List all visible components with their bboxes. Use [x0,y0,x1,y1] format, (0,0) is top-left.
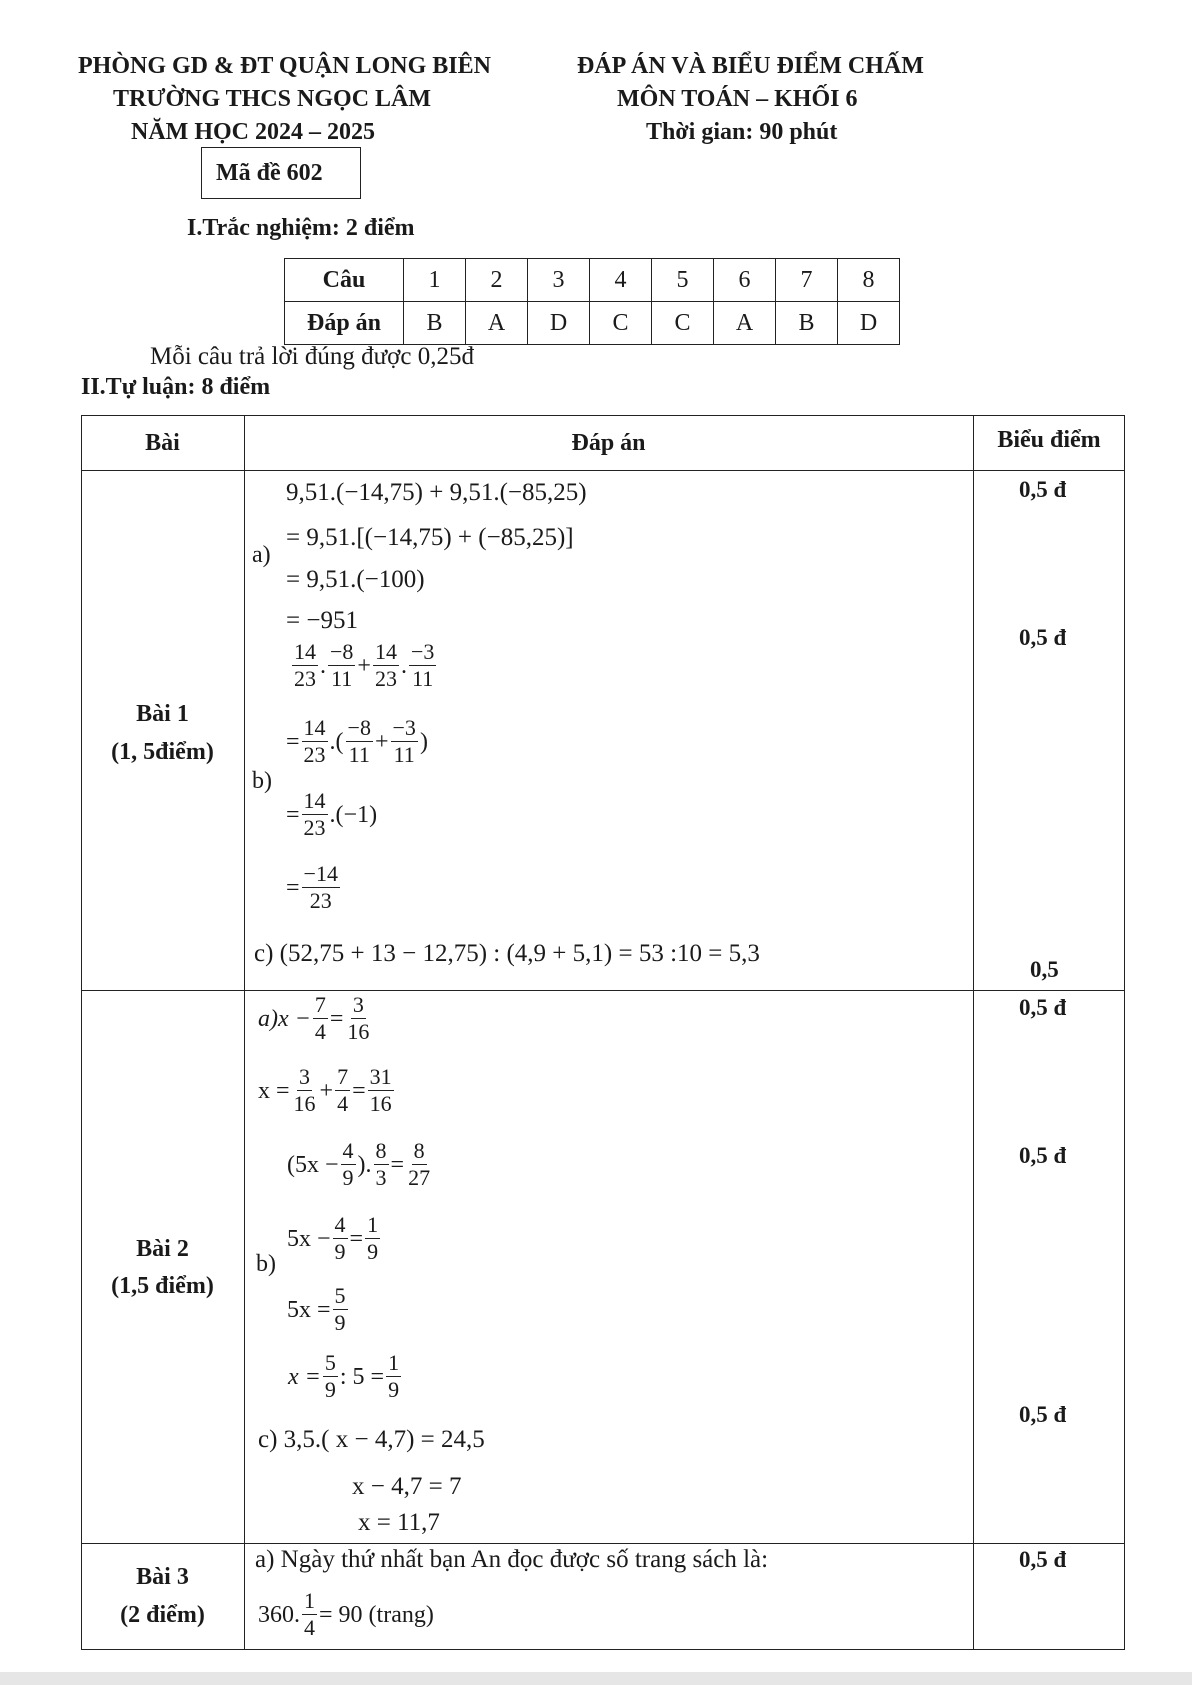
bai3-a-line2: 360. $\frac{1}{4}$ = 90 (trang) [258,1588,434,1640]
multiple-choice-answer-table [284,258,900,345]
bai2-c-line1: c) 3,5.( x − 4,7) = 24,5 [258,1426,485,1453]
bai2-c-line3: x = 11,7 [358,1509,440,1536]
divider [81,990,1125,991]
bai2-points: (1,5 điểm) [111,1273,214,1299]
bai1-b-label: b) [252,768,272,794]
divider [244,415,245,1650]
fraction: $\frac{3}{16}$ [293,1064,316,1116]
question-number: 4 [590,259,652,302]
question-row [285,259,900,302]
fraction: $\frac{7}{4}$ [314,992,326,1044]
bai2-score-c: 0,5 đ [1019,1402,1067,1427]
fraction: $\frac{-8}{11}$ [347,715,371,767]
fraction: $\frac{3}{16}$ [347,992,370,1044]
fraction: $\frac{5}{9}$ [324,1350,336,1402]
question-number: 6 [714,259,776,302]
bai1-a-line4: = −951 [286,607,358,634]
part2-title: II.Tự luận: 8 điểm [81,374,271,400]
bai1-label: Bài 1 [136,701,189,727]
question-number: 1 [404,259,466,302]
fraction: $\frac{1}{9}$ [367,1212,379,1264]
bai2-c-line2: x − 4,7 = 7 [352,1473,462,1500]
fraction: $\frac{14}{23}$ [294,639,316,691]
subject-title: MÔN TOÁN – KHỐI 6 [617,86,858,112]
divider [973,415,974,1650]
answer-cell: C [590,302,652,345]
fraction: $\frac{-3}{11}$ [410,639,435,691]
essay-answer-table [81,415,1125,1650]
fraction: $\frac{-8}{11}$ [330,639,354,691]
fraction: $\frac{4}{9}$ [334,1212,346,1264]
bai1-b-line3: = $\frac{14}{23}$ .(−1) [286,788,378,840]
fraction: $\frac{31}{16}$ [369,1064,392,1116]
bai2-a-line2: x = $\frac{3}{16}$ + $\frac{7}{4}$ = $\frac{31}{16}$ [258,1064,392,1116]
column-header-dapan: Đáp án [571,430,646,456]
document-title: ĐÁP ÁN VÀ BIỂU ĐIỂM CHẤM [577,53,924,79]
answer-row-label: Đáp án [285,302,404,345]
question-number: 7 [776,259,838,302]
fraction: $\frac{8}{3}$ [375,1138,387,1190]
answer-cell: B [776,302,838,345]
answer-cell: D [838,302,900,345]
bai1-score-c: 0,5 [1030,957,1059,982]
answer-cell: B [404,302,466,345]
fraction: $\frac{1}{4}$ [304,1588,315,1640]
bai2-score-a: 0,5 đ [1019,995,1067,1020]
exam-code: Mã đề 602 [201,147,361,199]
fraction: $\frac{1}{9}$ [388,1350,400,1402]
question-number: 2 [466,259,528,302]
bai1-points: (1, 5điểm) [111,739,214,765]
bai3-points: (2 điểm) [120,1602,205,1628]
bai2-b-line4: x = $\frac{5}{9}$ : 5 = $\frac{1}{9}$ [288,1350,400,1402]
department-name: PHÒNG GD & ĐT QUẬN LONG BIÊN [78,53,491,79]
bai1-b-line2: = $\frac{14}{23}$ .( $\frac{-8}{11}$ + $\frac{-3}{11}$ ) [286,715,428,767]
bai1-a-line1: 9,51.(−14,75) + 9,51.(−85,25) [286,479,587,506]
bai2-b-line3: 5x = $\frac{5}{9}$ [287,1283,346,1335]
question-row-label: Câu [285,259,404,302]
bai1-a-line2: = 9,51.[(−14,75) + (−85,25)] [286,524,574,551]
answer-row [285,302,900,345]
scoring-note: Mỗi câu trả lời đúng được 0,25đ [150,343,474,370]
divider [81,470,1125,471]
bai1-a-label: a) [252,542,271,568]
bai3-score-a: 0,5 đ [1019,1547,1067,1572]
bai2-a-line1: a)x − $\frac{7}{4}$ = $\frac{3}{16}$ [258,992,370,1044]
fraction: $\frac{8}{27}$ [408,1138,431,1190]
bai1-c-line: c) (52,75 + 13 − 12,75) : (4,9 + 5,1) = 53 :10 = 5,3 [254,940,760,967]
fraction: $\frac{-3}{11}$ [392,715,416,767]
bai1-score-a: 0,5 đ [1019,477,1067,502]
answer-cell: A [714,302,776,345]
bai1-b-line4: = $\frac{-14}{23}$ [286,861,338,913]
bai2-score-b: 0,5 đ [1019,1143,1067,1168]
bai3-a-line1: a) Ngày thứ nhất bạn An đọc được số trang sách là: [255,1546,769,1573]
fraction: $\frac{7}{4}$ [337,1064,349,1116]
bai1-score-b: 0,5 đ [1019,625,1067,650]
bai2-b-label: b) [256,1251,276,1277]
column-header-bai: Bài [145,430,180,456]
question-number: 5 [652,259,714,302]
bai2-b-line1: (5x − $\frac{4}{9}$ ). $\frac{8}{3}$ = $\frac{8}{27}$ [287,1138,431,1190]
answer-cell: D [528,302,590,345]
answer-cell: C [652,302,714,345]
school-name: TRƯỜNG THCS NGỌC LÂM [113,86,432,112]
fraction: $\frac{14}{23}$ [303,788,326,840]
part1-title: I.Trắc nghiệm: 2 điểm [187,215,415,241]
bai2-label: Bài 2 [136,1236,189,1262]
exam-time: Thời gian: 90 phút [646,119,838,145]
divider [81,1543,1125,1544]
fraction: $\frac{4}{9}$ [342,1138,354,1190]
fraction: $\frac{14}{23}$ [374,639,397,691]
fraction: $\frac{-14}{23}$ [303,861,338,913]
bai1-a-line3: = 9,51.(−100) [286,566,425,593]
fraction: $\frac{14}{23}$ [303,715,326,767]
column-header-bieudiem: Biểu điểm [997,427,1101,453]
answer-cell: A [466,302,528,345]
question-number: 8 [838,259,900,302]
fraction: $\frac{5}{9}$ [334,1283,346,1335]
bai2-b-line2: 5x − $\frac{4}{9}$ = $\frac{1}{9}$ [287,1212,379,1264]
school-year: NĂM HỌC 2024 – 2025 [131,119,375,145]
question-number: 3 [528,259,590,302]
bai1-b-line1: $\frac{14}{23}$ . $\frac{-8}{11}$ + $\frac{14}{23}$ . $\frac{-3}{11}$ [294,639,435,691]
bai3-label: Bài 3 [136,1564,189,1590]
scan-edge [0,1672,1192,1685]
